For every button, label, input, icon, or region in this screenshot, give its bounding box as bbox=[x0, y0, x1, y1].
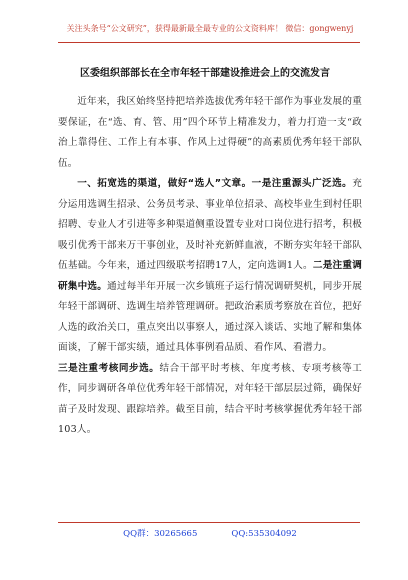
sub2-heading: 二是注重调研集中选。 bbox=[58, 260, 363, 292]
sub3-paragraph bbox=[58, 359, 362, 441]
footer-divider bbox=[58, 522, 360, 523]
sub3-heading: 三是注重考核同步选。 bbox=[58, 362, 160, 374]
document-title: 区委组织部部长在全市年轻干部建设推进会上的交流发言 bbox=[80, 68, 330, 79]
footer-qq-group: QQ群：30265665 bbox=[123, 529, 198, 539]
header-banner: 关注头条号“公文研究”，获得最新最全最专业的公文资料库！ 微信：gongwenyj bbox=[66, 24, 354, 33]
document-body bbox=[58, 92, 362, 441]
footer-qq: QQ:535304092 bbox=[231, 529, 297, 539]
sub1-heading: 一是注重源头广泛选。 bbox=[251, 178, 353, 189]
sub3-text: 结合干部平时考核、年度考核、专项考核等工作，同步调研各单位优秀年轻干部情况，对年轻干部层层过筛，确保好苗子及时发现、跟踪培养。截至目前，结合平时考核掌握优秀年轻干部103人。 bbox=[58, 362, 363, 435]
sub2-text: 通过每半年开展一次乡镇班子运行情况调研契机，同步开展年轻干部调研、选调生培养管理调研。把政治素质考察放在首位，把好人选的政治关口，重点突出以事察人，通过深入谈话、实地了解和集体面谈，了解干部实绩，通过具体事例看品质、看作风、看潜力。 bbox=[58, 280, 363, 353]
header-divider bbox=[58, 42, 360, 43]
section1-heading: 一、拓宽选的渠道，做好“选人”文章。 bbox=[77, 178, 252, 189]
footer-contact bbox=[60, 527, 360, 539]
sub1-text: 充分运用选调生招录、公务员考录、事业单位招录、高校毕业生到村任职招聘、专业人才引进等多种渠道侧重设置专业对口岗位进行招考，积极吸引优秀干部来万干事创业，及时补充新鲜血液，不断夯实年轻干部队伍基础。今年来，通过四级联考招聘17人，定向选调1人。 bbox=[58, 178, 363, 271]
section1-paragraph bbox=[58, 174, 362, 359]
intro-paragraph: 近年来，我区始终坚持把培养选拔优秀年轻干部作为事业发展的重要保证，在“选、育、管、用”四个环节上精准发力，着力打造一支“政治上靠得住、工作上有本事、作风上过得硬”的高素质优秀年轻干部队伍。 bbox=[58, 96, 362, 169]
